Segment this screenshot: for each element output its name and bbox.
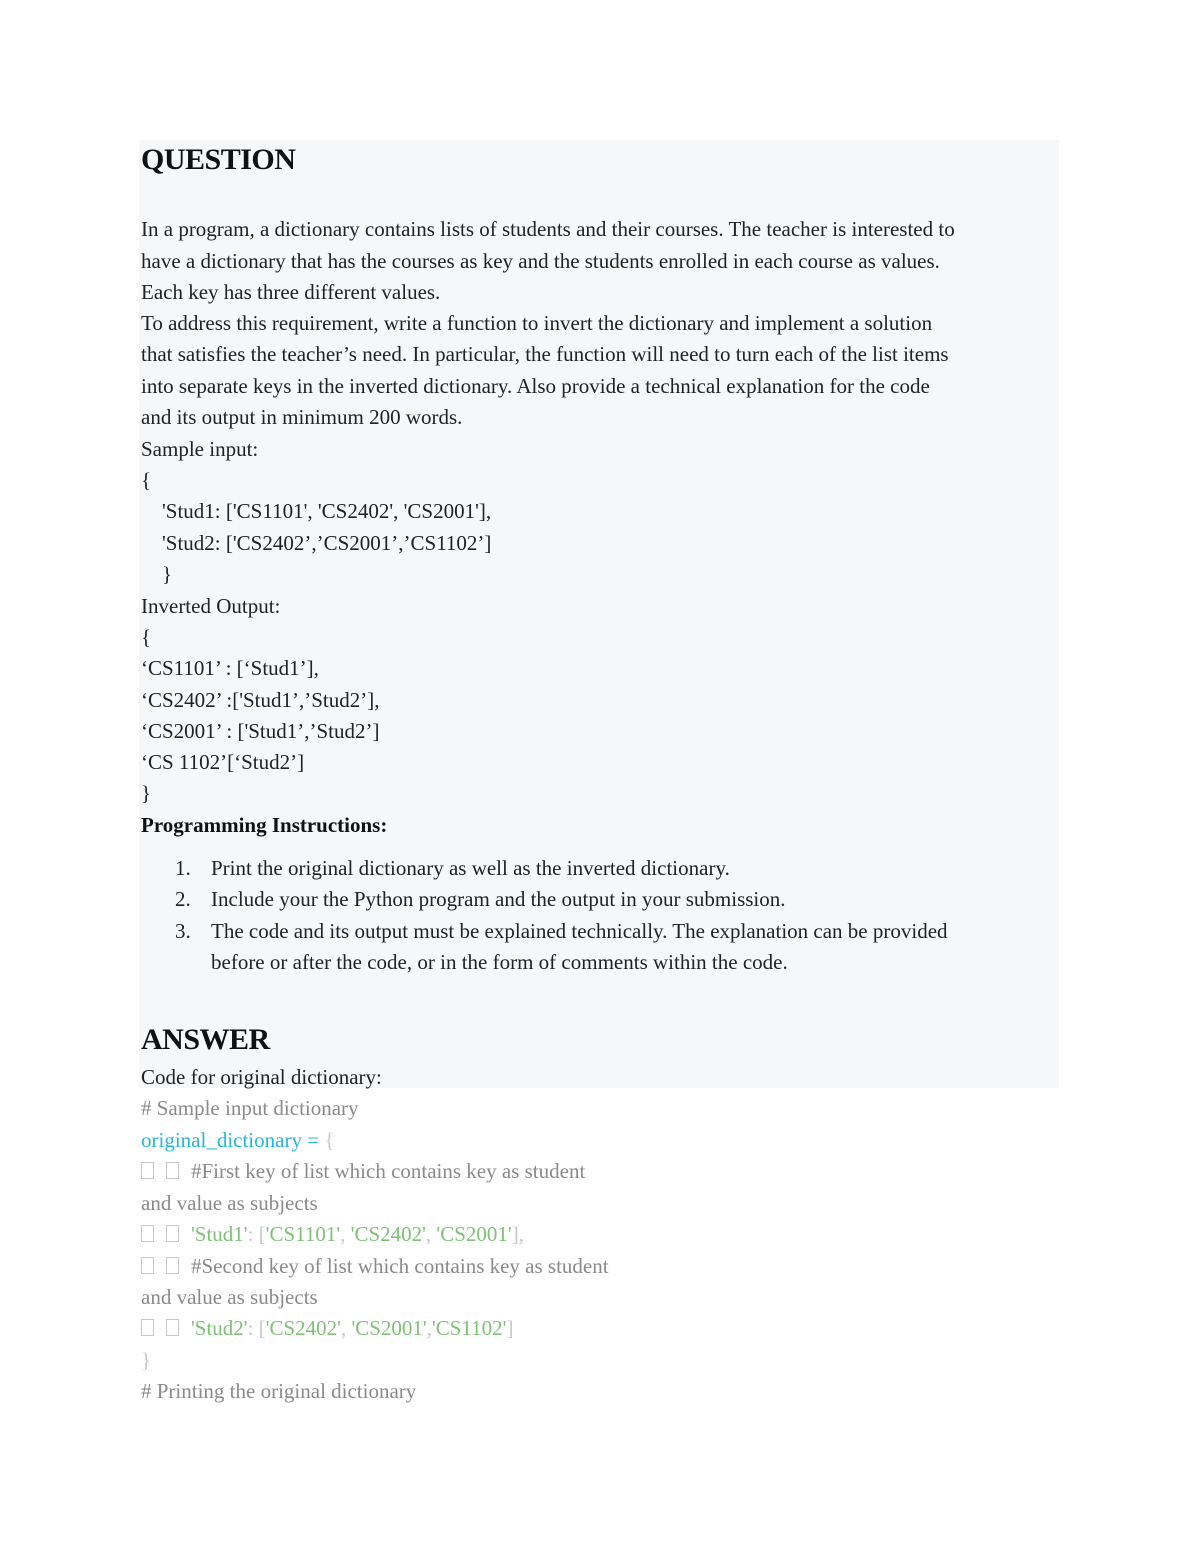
instruction-number: 3. — [175, 919, 191, 943]
code-string: 'Stud2' — [191, 1316, 248, 1340]
code-line: 'Stud1': ['CS1101', 'CS2402', 'CS2001'], — [141, 1221, 524, 1247]
sample-input-line: 'Stud2: ['CS2402’,’CS2001’,’CS1102’] — [141, 531, 492, 555]
code-line — [141, 1127, 334, 1153]
indent-glyph-icon — [166, 1319, 179, 1336]
inverted-output-line: ‘CS2001’ : ['Stud1’,’Stud2’] — [141, 719, 380, 743]
inverted-output-label: Inverted Output: — [141, 594, 281, 618]
code-string: 'CS2001' — [436, 1222, 512, 1246]
instruction-text: The code and its output must be explained technically. The explanation can be provided — [211, 919, 948, 943]
inverted-output-line: ‘CS2402’ :['Stud1’,’Stud2’], — [141, 688, 380, 712]
sample-input-label: Sample input: — [141, 437, 259, 461]
code-string: 'CS2001' — [351, 1316, 427, 1340]
sample-input-line: 'Stud1: ['CS1101', 'CS2402', 'CS2001'], — [141, 499, 492, 523]
instruction-text: Print the original dictionary as well as the inverted dictionary. — [211, 856, 730, 880]
code-string: 'CS1102' — [431, 1316, 507, 1340]
question-line: Each key has three different values. — [141, 280, 441, 304]
code-comment: # Printing the original dictionary — [141, 1379, 417, 1403]
indent-glyph-icon — [141, 1162, 154, 1179]
code-line — [141, 1158, 585, 1184]
code-string: 'CS1101' — [265, 1222, 341, 1246]
question-line: In a program, a dictionary contains lists of students and their courses. The teacher is interested to — [141, 217, 955, 241]
question-heading: QUESTION — [141, 143, 296, 176]
instruction-number: 2. — [175, 887, 191, 911]
code-string: 'CS2402' — [350, 1222, 426, 1246]
code-line: 'Stud2': ['CS2402', 'CS2001','CS1102'] — [141, 1315, 513, 1341]
code-string: 'Stud1' — [191, 1222, 248, 1246]
sample-input-line: } — [141, 562, 173, 586]
code-comment: and value as subjects — [141, 1285, 318, 1309]
code-brace: { — [324, 1128, 335, 1152]
instruction-text: before or after the code, or in the form of comments within the code. — [211, 950, 788, 974]
code-comment: #First key of list which contains key as student — [191, 1159, 586, 1183]
instruction-text: Include your the Python program and the output in your submission. — [211, 887, 786, 911]
indent-glyph-icon — [141, 1319, 154, 1336]
instruction-number: 1. — [175, 856, 191, 880]
indent-glyph-icon — [166, 1162, 179, 1179]
answer-intro: Code for original dictionary: — [141, 1065, 382, 1089]
question-line: have a dictionary that has the courses as key and the students enrolled in each course as values. — [141, 249, 940, 273]
indent-glyph-icon — [166, 1225, 179, 1242]
code-variable: original_dictionary = — [141, 1128, 320, 1152]
code-comment: #Second key of list which contains key as student — [191, 1254, 609, 1278]
code-brace: } — [141, 1348, 152, 1372]
instructions-heading: Programming Instructions: — [141, 813, 388, 837]
code-comment: and value as subjects — [141, 1191, 318, 1215]
question-line: that satisfies the teacher’s need. In particular, the function will need to turn each of the list items — [141, 342, 949, 366]
inverted-output-line: { — [141, 625, 152, 649]
inverted-output-line: } — [141, 781, 152, 805]
indent-glyph-icon — [141, 1257, 154, 1274]
indent-glyph-icon — [166, 1257, 179, 1274]
sample-input-line: { — [141, 468, 152, 492]
answer-heading: ANSWER — [141, 1023, 270, 1056]
code-comment: # Sample input dictionary — [141, 1096, 359, 1120]
question-line: To address this requirement, write a function to invert the dictionary and implement a solution — [141, 311, 933, 335]
code-string: 'CS2402' — [265, 1316, 341, 1340]
question-line: into separate keys in the inverted dictionary. Also provide a technical explanation for the code — [141, 374, 930, 398]
code-line — [141, 1253, 609, 1279]
question-line: and its output in minimum 200 words. — [141, 405, 463, 429]
inverted-output-line: ‘CS 1102’[‘Stud2’] — [141, 750, 305, 774]
inverted-output-line: ‘CS1101’ : [‘Stud1’], — [141, 656, 319, 680]
indent-glyph-icon — [141, 1225, 154, 1242]
